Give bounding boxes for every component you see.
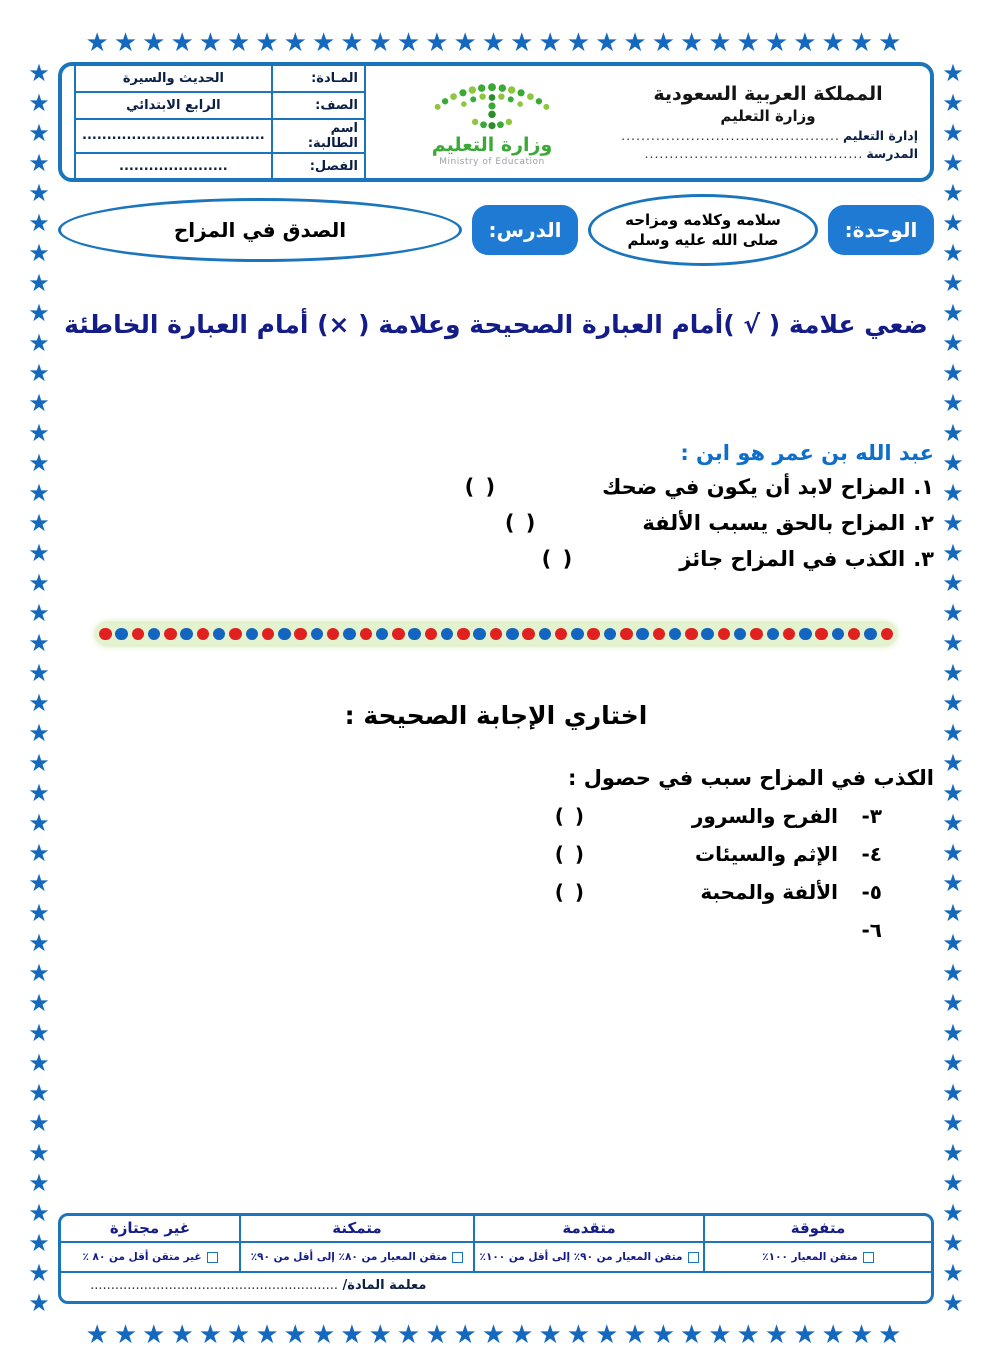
grade-label: الصف: (272, 92, 365, 119)
table-row (75, 119, 365, 153)
criteria-text: غير متقن أقل من ٨٠ ٪ (82, 1251, 202, 1263)
item-text: المزاح لابد أن يكون في ضحك (602, 475, 906, 499)
grade-value: الرابع الابتدائي (75, 92, 272, 119)
answer-blank: ( ) (541, 547, 575, 571)
ministry-name: وزارة التعليم (720, 107, 816, 125)
unit-value-line2: صلى الله عليه وسلم (627, 231, 779, 249)
level-excellent: متفوقة (703, 1216, 931, 1243)
unit-value-line1: سلامه وكلامه ومزاحه (625, 210, 781, 229)
choose-answer-heading: اختاري الإجابة الصحيحة : (344, 701, 648, 730)
true-false-item (58, 511, 934, 535)
level-advanced: متقدمة (473, 1216, 703, 1243)
unit-label-pill: الوحدة: (828, 205, 934, 255)
emblem-calligraphy (618, 83, 918, 125)
assessment-rubric (58, 1213, 934, 1304)
education-admin-label: إدارة التعليم (842, 128, 918, 143)
rubric-grid (61, 1216, 931, 1273)
star-border-top-icon: ★★★★★★★★★★★★★★★★★★★★★★★★★★★★★ (85, 28, 907, 58)
unit-value-oval (588, 194, 818, 266)
table-row (75, 153, 365, 180)
choice-item (58, 918, 882, 942)
choice-text: الإثم والسيئات (695, 842, 838, 866)
star-border-right-icon: ★★★★★★★★★★★★★★★★★★★★★★★★★★★★★★★★★★★★★★★★★★ (942, 59, 964, 1317)
true-false-list (58, 475, 934, 571)
student-info-table (74, 64, 366, 181)
choice-number: ٤- (861, 842, 882, 866)
answer-blank: ( ) (554, 880, 586, 904)
content-area (58, 62, 934, 1304)
teacher-signature-row (61, 1273, 931, 1301)
teacher-signature-blank: ............................................................ (90, 1278, 339, 1293)
answer-blank: ( ) (504, 511, 538, 535)
criteria-text: متقن المعيار ١٠٠٪ (762, 1251, 858, 1263)
choices-list (58, 804, 934, 942)
ministry-logo (405, 78, 580, 167)
criteria-cell (473, 1243, 703, 1273)
school-line (618, 146, 918, 161)
choice-text: الألفة والمحبة (700, 880, 838, 904)
level-not-passed: غير مجتازة (61, 1216, 239, 1243)
table-row (75, 92, 365, 119)
class-label: الفصل: (272, 153, 365, 180)
rubric-checkbox[interactable] (688, 1252, 699, 1263)
star-border-bottom-icon: ★★★★★★★★★★★★★★★★★★★★★★★★★★★★★ (85, 1320, 907, 1350)
multiple-choice-question: الكذب في المزاح سبب في حصول : (567, 766, 934, 790)
choice-item (58, 842, 882, 866)
school-label: المدرسة (866, 146, 918, 161)
lesson-value-oval: الصدق في المزاح (58, 198, 462, 262)
ministry-logo-palm-icon (417, 78, 567, 132)
item-number: ١. (913, 475, 934, 499)
answer-blank: ( ) (554, 842, 586, 866)
answer-blank: ( ) (464, 475, 498, 499)
choice-number: ٥- (861, 880, 882, 904)
class-blank: ...................... (75, 153, 272, 180)
instruction-heading: ضعي علامة ( √ )أمام العبارة الصحيحة وعلامة ( ×) أمام العبارة الخاطئة (64, 310, 928, 339)
education-admin-line (618, 128, 918, 143)
school-blank: ............................................ (644, 146, 864, 161)
question-subtitle: عبد الله بن عمر هو ابن : (680, 441, 934, 465)
subject-label: المـادة: (272, 65, 365, 92)
star-border-left-icon: ★★★★★★★★★★★★★★★★★★★★★★★★★★★★★★★★★★★★★★★★★★ (28, 59, 50, 1317)
choice-item (58, 804, 882, 828)
criteria-text: متقن المعيار من ٨٠٪ إلى أقل من ٩٠٪ (250, 1251, 448, 1263)
ministry-logo-english-wordmark: Ministry of Education (439, 156, 545, 167)
rubric-checkbox[interactable] (863, 1252, 874, 1263)
criteria-text: متقن المعيار من ٩٠٪ إلى أقل من ١٠٠٪ (479, 1251, 683, 1263)
national-emblem (618, 83, 918, 161)
level-proficient: متمكنة (239, 1216, 473, 1243)
unit-lesson-band (58, 192, 934, 268)
choice-item (58, 880, 882, 904)
kingdom-name: المملكة العربية السعودية (653, 83, 883, 105)
item-text: المزاح بالحق يسبب الألفة (642, 511, 906, 535)
teacher-label: معلمة المادة/ (342, 1278, 427, 1293)
item-number: ٣. (913, 547, 934, 571)
subject-value: الحديث والسيرة (75, 65, 272, 92)
criteria-cell (239, 1243, 473, 1273)
lesson-label-pill: الدرس: (472, 205, 578, 255)
true-false-item (58, 475, 934, 499)
criteria-cell (703, 1243, 931, 1273)
choice-text: الفرح والسرور (691, 804, 838, 828)
student-name-label: اسم الطالبة: (272, 119, 365, 153)
item-text: الكذب في المزاح جائز (679, 547, 906, 571)
answer-blank: ( ) (554, 804, 586, 828)
table-row (75, 65, 365, 92)
item-number: ٢. (913, 511, 934, 535)
choice-number: ٦- (861, 918, 882, 942)
true-false-item (58, 547, 934, 571)
rubric-checkbox[interactable] (452, 1252, 463, 1263)
ministry-logo-arabic-wordmark: وزارة التعليم (431, 133, 553, 156)
criteria-cell (61, 1243, 239, 1273)
choice-number: ٣- (861, 804, 882, 828)
rubric-checkbox[interactable] (207, 1252, 218, 1263)
education-admin-blank: ............................................ (621, 128, 840, 143)
dotted-divider (96, 623, 896, 645)
student-name-blank: ..................................... (75, 119, 272, 153)
header (58, 62, 934, 182)
